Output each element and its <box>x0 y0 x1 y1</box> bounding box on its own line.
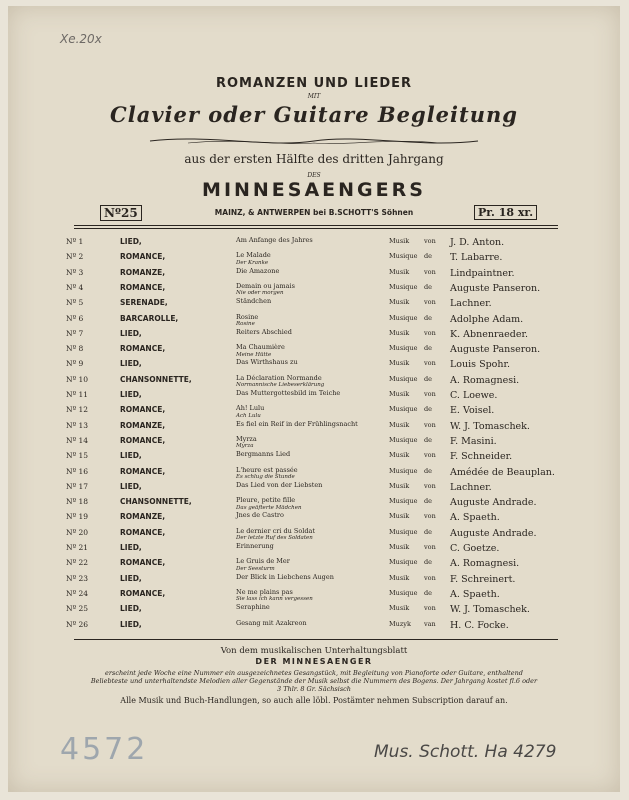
item-title: Ah! Lulu <box>236 404 265 413</box>
item-by-label: von <box>424 298 436 307</box>
publisher-line: MAINZ, & ANTWERPEN bei B.SCHOTT'S Söhnen <box>214 208 414 217</box>
item-title-block <box>236 620 386 628</box>
item-number: Nº 8 <box>66 344 84 354</box>
item-title: Ma Chaumière <box>236 343 285 352</box>
item-title: Seraphine <box>236 603 270 612</box>
item-title-block <box>236 390 386 398</box>
item-by-label: de <box>424 344 433 353</box>
item-title: Le Malade <box>236 251 271 260</box>
item-number: Nº 10 <box>66 374 89 384</box>
item-composer: Louis Spohr. <box>450 359 511 371</box>
item-title-block <box>236 543 386 551</box>
item-by-label: von <box>424 604 436 613</box>
item-translation: Es schlug die Stunde <box>236 474 295 480</box>
item-title: Ständchen <box>236 297 272 306</box>
item-composer: A. Romagnesi. <box>450 558 520 570</box>
item-number: Nº 2 <box>66 252 84 262</box>
issue-number-box: Nº25 <box>100 205 142 221</box>
item-genre: CHANSONNETTE, <box>120 497 192 507</box>
heading-line4: MINNESAENGERS <box>202 179 426 201</box>
item-number: Nº 14 <box>66 435 89 445</box>
item-composer: J. D. Anton. <box>450 237 505 248</box>
item-music-label: Musique <box>389 466 418 475</box>
item-title-block <box>236 268 386 276</box>
item-genre: LIED, <box>120 390 142 399</box>
item-title-block <box>236 283 386 298</box>
item-number: Nº 19 <box>66 512 89 522</box>
item-title: Jnes de Castro <box>236 511 284 520</box>
flourish-ornament <box>148 134 480 148</box>
item-music-label: Musique <box>389 497 418 506</box>
pencil-note-bottom-right: Mus. Schott. Ha 4279 <box>374 742 557 762</box>
item-composer: A. Spaeth. <box>450 512 500 524</box>
item-number: Nº 17 <box>66 481 89 491</box>
item-by-label: von <box>424 390 436 398</box>
item-by-label: von <box>424 451 436 460</box>
item-music-label: Musique <box>389 527 418 536</box>
item-composer: Adolphe Adam. <box>450 313 524 325</box>
item-title-block <box>236 604 386 612</box>
item-composer: F. Schneider. <box>450 451 513 463</box>
item-title-block <box>236 558 386 573</box>
item-music-label: Musik <box>389 481 410 490</box>
item-translation: Myrza <box>236 443 254 450</box>
item-genre: CHANSONNETTE, <box>120 374 192 384</box>
item-translation: Nie oder morgen <box>236 290 284 297</box>
item-by-label: de <box>424 497 433 506</box>
item-composer: E. Voisel. <box>450 405 495 417</box>
item-by-label: de <box>424 374 433 383</box>
item-genre: LIED, <box>120 451 142 461</box>
item-music-label: Musik <box>389 604 410 613</box>
item-genre: ROMANCE, <box>120 527 166 537</box>
item-composer: Lachner. <box>450 481 492 493</box>
item-music-label: Musik <box>389 237 410 245</box>
item-genre: ROMANCE, <box>120 405 166 415</box>
item-composer: Lindpaintner. <box>450 267 515 279</box>
item-title-block <box>236 421 386 429</box>
item-translation: Ach Lulu <box>236 412 261 419</box>
item-title-block <box>236 344 386 359</box>
item-translation: Meine Hütte <box>236 351 272 358</box>
pencil-note-bottom-left: 4572 <box>60 732 149 767</box>
item-by-label: von <box>424 328 436 337</box>
list-item <box>8 620 620 637</box>
item-by-label: de <box>424 282 433 291</box>
item-music-label: Musique <box>389 405 418 414</box>
item-number: Nº 16 <box>66 466 89 476</box>
item-genre: LIED, <box>120 237 142 246</box>
item-by-label: de <box>424 405 433 414</box>
item-genre: SERENADE, <box>120 298 168 308</box>
item-title-block <box>236 512 386 520</box>
item-composer: T. Labarre. <box>450 252 503 264</box>
item-translation: Der Kranke <box>236 259 269 266</box>
footer-line2: DER MINNESAENGER <box>255 657 373 666</box>
item-composer: Lachner. <box>450 298 492 310</box>
item-number: Nº 9 <box>66 359 84 369</box>
item-composer: C. Goetze. <box>450 543 500 554</box>
item-music-label: Musique <box>389 374 418 383</box>
item-title: Bergmanns Lied <box>236 450 291 459</box>
item-by-label: de <box>424 558 433 567</box>
item-composer: Amédée de Beauplan. <box>450 466 555 478</box>
item-number: Nº 7 <box>66 328 84 338</box>
item-translation: Normannische Liebeserklärung <box>236 382 325 389</box>
item-by-label: von <box>424 573 436 582</box>
item-composer: Auguste Panseron. <box>450 282 541 294</box>
item-title: Demain ou jamais <box>236 281 295 290</box>
item-genre: ROMANCE, <box>120 558 166 568</box>
item-translation: Sie lass ich kann vergessen <box>236 596 313 603</box>
footer-line1: Von dem musikalischen Unterhaltungsblatt <box>220 646 408 656</box>
heading-des: DES <box>307 172 321 179</box>
item-composer: Auguste Panseron. <box>450 344 541 356</box>
item-composer: K. Abnenraeder. <box>450 328 528 340</box>
item-title-block <box>236 528 386 543</box>
item-number: Nº 24 <box>66 588 89 598</box>
item-title-block <box>236 497 386 512</box>
item-title: Myrza <box>236 434 257 443</box>
item-title: Reiters Abschied <box>236 327 292 336</box>
item-genre: ROMANCE, <box>120 435 166 445</box>
item-genre: ROMANCE, <box>120 466 166 476</box>
item-music-label: Musik <box>389 573 410 582</box>
item-translation: Rosine <box>236 321 255 327</box>
item-title-block <box>236 237 386 245</box>
item-by-label: von <box>424 512 436 521</box>
item-title-block <box>236 359 386 367</box>
item-music-label: Musik <box>389 298 410 307</box>
item-title: Ne me plains pas <box>236 587 293 596</box>
item-genre: ROMANZE, <box>120 512 166 522</box>
item-genre: LIED, <box>120 543 142 552</box>
price-box: Pr. 18 xr. <box>474 205 537 220</box>
item-genre: ROMANCE, <box>120 282 166 292</box>
item-number: Nº 20 <box>66 527 89 537</box>
item-number: Nº 25 <box>66 604 89 614</box>
item-number: Nº 23 <box>66 573 89 583</box>
item-music-label: Musik <box>389 543 410 551</box>
item-by-label: van <box>424 619 436 628</box>
item-music-label: Muzyk <box>389 619 411 628</box>
item-genre: ROMANZE, <box>120 420 166 430</box>
item-by-label: von <box>424 481 436 490</box>
item-genre: LIED, <box>120 573 142 583</box>
heading-line1: ROMANZEN UND LIEDER <box>215 76 413 91</box>
item-by-label: von <box>424 267 436 276</box>
item-music-label: Musique <box>389 435 418 444</box>
item-title-block <box>236 314 386 329</box>
item-translation: Der letzte Ruf des Soldaten <box>236 535 313 542</box>
item-number: Nº 1 <box>66 237 84 246</box>
item-by-label: von <box>424 237 436 245</box>
item-number: Nº 6 <box>66 313 84 323</box>
item-composer: W. J. Tomaschek. <box>450 604 530 616</box>
item-genre: LIED, <box>120 604 142 614</box>
item-number: Nº 18 <box>66 497 89 507</box>
item-by-label: de <box>424 252 433 261</box>
item-title: Am Anfange des Jahres <box>236 236 313 244</box>
item-title: Die Amazone <box>236 266 280 275</box>
item-composer: A. Romagnesi. <box>450 374 520 386</box>
item-music-label: Musik <box>389 390 410 398</box>
item-composer: F. Masini. <box>450 435 497 447</box>
item-music-label: Musik <box>389 420 410 429</box>
title-page <box>8 6 620 792</box>
item-composer: Auguste Andrade. <box>450 527 537 539</box>
item-composer: A. Spaeth. <box>450 588 500 600</box>
item-genre: ROMANCE, <box>120 344 166 354</box>
item-music-label: Musik <box>389 451 410 460</box>
divider-bottom <box>74 639 558 640</box>
item-by-label: de <box>424 435 433 444</box>
item-number: Nº 13 <box>66 420 89 430</box>
item-title-block <box>236 298 386 306</box>
item-music-label: Musik <box>389 512 410 521</box>
item-title-block <box>236 574 386 582</box>
item-by-label: de <box>424 466 433 475</box>
item-number: Nº 3 <box>66 267 84 277</box>
item-genre: ROMANZE, <box>120 267 166 277</box>
item-title: L'heure est passée <box>236 465 298 474</box>
item-number: Nº 12 <box>66 405 89 415</box>
item-translation: Der Seesturm <box>236 565 275 572</box>
item-genre: LIED, <box>120 359 142 369</box>
item-number: Nº 15 <box>66 451 89 461</box>
heading-mit: MIT <box>307 93 321 100</box>
item-genre: LIED, <box>120 481 142 491</box>
item-title-block <box>236 252 386 267</box>
item-genre: ROMANCE, <box>120 588 166 598</box>
item-music-label: Musique <box>389 588 418 597</box>
item-title: Das Wirthshaus zu <box>236 358 298 367</box>
item-number: Nº 21 <box>66 543 89 552</box>
item-by-label: de <box>424 527 433 536</box>
item-title-block <box>236 436 386 451</box>
item-title: Le Gruis de Mer <box>236 557 290 566</box>
item-translation: Das geäfterte Mädchen <box>236 504 302 511</box>
item-title: Le dernier cri du Soldat <box>236 526 316 535</box>
item-title: Pleure, petite fille <box>236 496 296 505</box>
item-genre: ROMANCE, <box>120 252 166 262</box>
item-music-label: Musik <box>389 267 410 276</box>
pencil-note-top: Xe.20x <box>60 32 102 46</box>
item-title: Das Muttergottesbild im Teiche <box>236 389 341 397</box>
item-genre: LIED, <box>120 619 142 629</box>
item-music-label: Musique <box>389 344 418 353</box>
item-title-block <box>236 451 386 459</box>
item-title-block <box>236 405 386 420</box>
item-by-label: von <box>424 420 436 429</box>
item-title-block <box>236 482 386 490</box>
item-music-label: Musik <box>389 328 410 337</box>
item-title: Das Lied von der Liebsten <box>236 480 323 489</box>
item-genre: BARCAROLLE, <box>120 313 179 323</box>
item-by-label: von <box>424 543 436 551</box>
footer-line4: Alle Musik und Buch-Handlungen, so auch alle löbl. Postämter nehmen Subscription darauf an. <box>120 696 508 705</box>
item-title-block <box>236 589 386 604</box>
heading-line3: aus der ersten Hälfte des dritten Jahrgang <box>184 152 444 166</box>
item-genre: LIED, <box>120 328 142 338</box>
item-music-label: Musique <box>389 282 418 291</box>
divider-top-2 <box>74 228 558 229</box>
item-number: Nº 26 <box>66 619 89 629</box>
item-composer: Auguste Andrade. <box>450 497 537 509</box>
divider-top <box>74 225 558 226</box>
item-composer: F. Schreinert. <box>450 573 516 585</box>
item-music-label: Musique <box>389 313 418 322</box>
item-number: Nº 5 <box>66 298 84 308</box>
item-composer: H. C. Focke. <box>450 619 509 631</box>
item-title-block <box>236 375 386 390</box>
item-number: Nº 11 <box>66 390 89 399</box>
item-by-label: von <box>424 359 436 368</box>
item-music-label: Musique <box>389 558 418 567</box>
item-title: Rosine <box>236 312 259 321</box>
item-title: Gesang mit Azakreon <box>236 618 307 627</box>
item-title-block <box>236 329 386 337</box>
item-title: Der Blick in Liebchens Augen <box>236 572 334 581</box>
item-number: Nº 22 <box>66 558 89 568</box>
item-music-label: Musik <box>389 359 410 368</box>
item-title: Erinnerung <box>236 542 274 550</box>
item-music-label: Musique <box>389 252 418 261</box>
item-by-label: de <box>424 313 433 322</box>
item-by-label: de <box>424 588 433 597</box>
footer-line3: erscheint jede Woche eine Nummer ein ausgezeichnetes Gesangstück, mit Begleitung von Pianoforte oder Guitare, enthaltend Beliebteste und unterhaltendste Melodien aller Gegenstände der Musik selbst die Nummern des Bogens. Der Jahrgang kostet fl.6 oder 3 Thlr. 8 Gr. Sächsisch <box>90 669 538 693</box>
item-number: Nº 4 <box>66 282 84 292</box>
item-composer: C. Loewe. <box>450 390 498 401</box>
item-title-block <box>236 467 386 482</box>
heading-line2: Clavier oder Guitare Begleitung <box>110 102 518 127</box>
item-composer: W. J. Tomaschek. <box>450 420 530 432</box>
item-title: La Déclaration Normande <box>236 373 322 382</box>
item-title: Es fiel ein Reif in der Frühlingsnacht <box>236 419 358 428</box>
